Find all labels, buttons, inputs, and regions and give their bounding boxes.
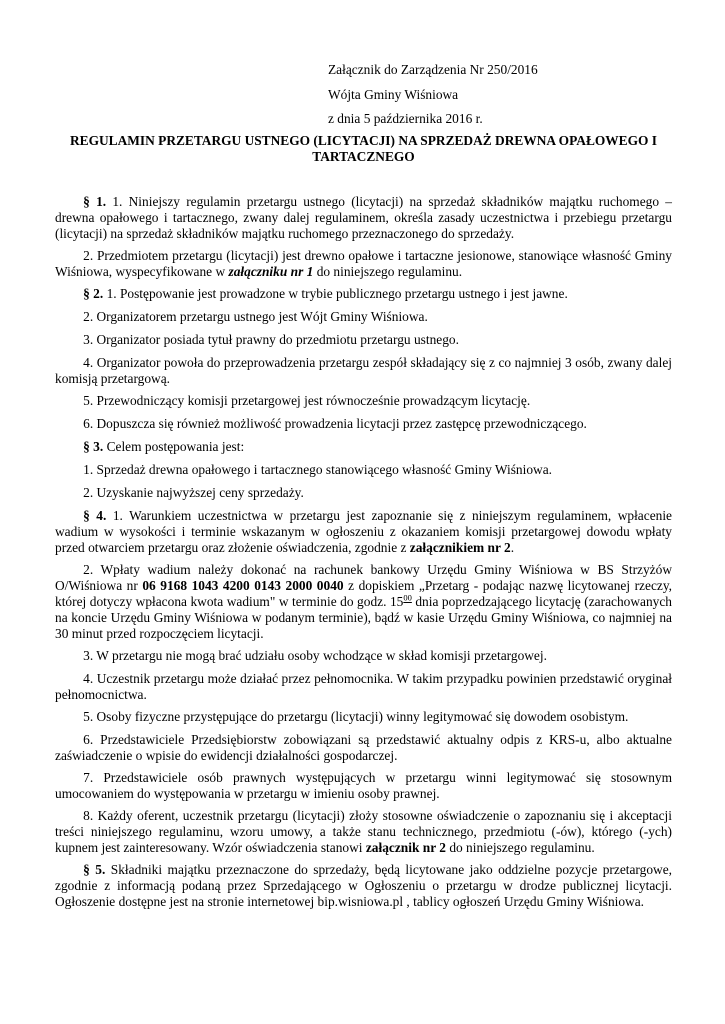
- s3-intro-text: Celem postępowania jest:: [103, 439, 245, 454]
- s1-p2-attachment-ref: załączniku nr 1: [228, 264, 314, 279]
- s2-p4: 4. Organizator powoła do przeprowadzenia przetargu zespół składający się z co najmniej 3 osób, zwany dalej komisją przetargową.: [55, 355, 672, 386]
- s2-p2: 2. Organizatorem przetargu ustnego jest Wójt Gminy Wiśniowa.: [83, 309, 428, 324]
- s4-p2: [55, 562, 672, 642]
- s4-p1-text-c: .: [510, 540, 515, 555]
- s2-p5: 5. Przewodniczący komisji przetargowej jest równocześnie prowadzącym licytację.: [83, 393, 531, 408]
- header-line-3: z dnia 5 października 2016 r.: [328, 111, 483, 126]
- s4-p8-text-a: 8. Każdy oferent, uczestnik przetargu (licytacji) złoży stosowne oświadczenie o zapoznaniu się i akceptacji treści niniejszego regulaminu, wzoru umowy, a także stanu technicznego, przedmiotu (-ów), którego (-ych) kupnem jest zainteresowany. Wzór oświadczenia stanowi: [55, 808, 672, 855]
- s4-p3: 3. W przetargu nie mogą brać udziału osoby wchodzące w skład komisji przetargowej.: [83, 648, 547, 663]
- s3-intro: [55, 439, 672, 455]
- s2-p6: 6. Dopuszcza się również możliwość prowadzenia licytacji przez zastępcę przewodniczącego.: [83, 416, 587, 431]
- document-body: [55, 194, 672, 916]
- s4-p1-attachment-ref: załącznikiem nr 2: [409, 540, 511, 555]
- s1-p2: [55, 248, 672, 280]
- s4-p2-text-d: dnia poprzedzającego licytację (zarachowanych na koncie Urzędu Gminy Wiśniowa w podanym terminie), bądź w kasie Urzędu Gminy Wiśniowa, co najmniej na 30 minut przed rozpoczęciem licytacji.: [55, 594, 672, 641]
- s4-p1: [55, 508, 672, 556]
- s5-p1: [55, 862, 672, 910]
- s3-p2: 2. Uzyskanie najwyższej ceny sprzedaży.: [83, 485, 304, 500]
- s4-p2-text-a: 2. Wpłaty wadium należy dokonać na rachunek bankowy Urzędu Gminy Wiśniowa w BS Strzyżów O/Wiśniowa nr: [55, 562, 672, 593]
- s5-p1-text: Składniki majątku przeznaczone do sprzedaży, będą licytowane jako oddzielne pozycje przetargowe, zgodnie z informacją podaną przez Sprzedającego w Ogłoszeniu o przetargu w drodze publicznej licytacji. Ogłoszenie dostępne jest na stronie internetowej bip.wisniowa.pl , tablicy ogłoszeń Urzędu Gminy Wiśniowa.: [55, 862, 672, 909]
- s4-p7: 7. Przedstawiciele osób prawnych występujących w przetargu winni legitymować się stosownym umocowaniem do występowania w przetargu w imieniu osoby prawnej.: [55, 770, 672, 801]
- s2-p1: [55, 286, 672, 302]
- s3-mark: § 3.: [83, 439, 104, 454]
- s4-p8: [55, 808, 672, 856]
- s1-p1-text: 1. Niniejszy regulamin przetargu ustnego (licytacji) na sprzedaż składników majątku ruchomego – drewna opałowego i tartacznego, zwany dalej regulaminem, określa zasady uczestnictwa i przebiegu przetargu (licytacji) na sprzedaż składników majątku ruchomego przeznaczonego do sprzedaży.: [55, 194, 672, 241]
- s2-mark: § 2.: [83, 286, 104, 301]
- s1-mark: § 1.: [83, 194, 107, 209]
- s4-p4: 4. Uczestnik przetargu może działać przez pełnomocnika. W takim przypadku powinien przedstawić oryginał pełnomocnictwa.: [55, 671, 672, 702]
- s4-mark: § 4.: [83, 508, 107, 523]
- s4-p8-attachment-ref: załącznik nr 2: [365, 840, 446, 855]
- s3-p1: 1. Sprzedaż drewna opałowego i tartacznego stanowiącego własność Gminy Wiśniowa.: [83, 462, 552, 477]
- s4-p1-text-a: 1. Warunkiem uczestnictwa w przetargu jest zapoznanie się z niniejszym regulaminem, wpłacenie wadium w wysokości i terminie wskazanym w ogłoszeniu z okazaniem komisji przetargowej dowodu wpłaty przed otwarciem przetargu oraz złożenie oświadczenia, zgodnie z: [55, 508, 672, 555]
- document-title: REGULAMIN PRZETARGU USTNEGO (LICYTACJI) NA SPRZEDAŻ DREWNA OPAŁOWEGO I TARTACZNEGO: [69, 133, 657, 164]
- s1-p2-text-a: 2. Przedmiotem przetargu (licytacji) jest drewno opałowe i tartaczne jesionowe, stanowiące własność Gminy Wiśniowa, wyspecyfikowane w: [55, 248, 672, 279]
- s4-p2-hour-sup: 00: [403, 592, 412, 603]
- s1-p1: [55, 194, 672, 242]
- attachment-header: [328, 58, 668, 132]
- s5-mark: § 5.: [83, 862, 106, 877]
- s4-bank-account: 06 9168 1043 4200 0143 2000 0040: [142, 578, 344, 593]
- s4-p6: 6. Przedstawiciele Przedsiębiorstw zobowiązani są przedstawić aktualny odpis z KRS-u, albo aktualne zaświadczenie o wpisie do ewidencji działalności gospodarczej.: [55, 732, 672, 763]
- s4-p2-text-c: z dopiskiem „Przetarg - podając nazwę licytowanej rzeczy, której dotyczy wpłacona kwota wadium" w terminie do godz. 15: [55, 578, 673, 609]
- s1-p2-text-c: do niniejszego regulaminu.: [313, 264, 463, 279]
- header-line-1: Załącznik do Zarządzenia Nr 250/2016: [328, 62, 538, 77]
- s4-p8-text-c: do niniejszego regulaminu.: [445, 840, 595, 855]
- s2-p1-text: 1. Postępowanie jest prowadzone w trybie publicznego przetargu ustnego i jest jawne.: [103, 286, 568, 301]
- header-line-2: Wójta Gminy Wiśniowa: [328, 86, 459, 102]
- s2-p3: 3. Organizator posiada tytuł prawny do przedmiotu przetargu ustnego.: [83, 332, 459, 347]
- s4-p5: 5. Osoby fizyczne przystępujące do przetargu (licytacji) winny legitymować się dowodem osobistym.: [83, 709, 629, 724]
